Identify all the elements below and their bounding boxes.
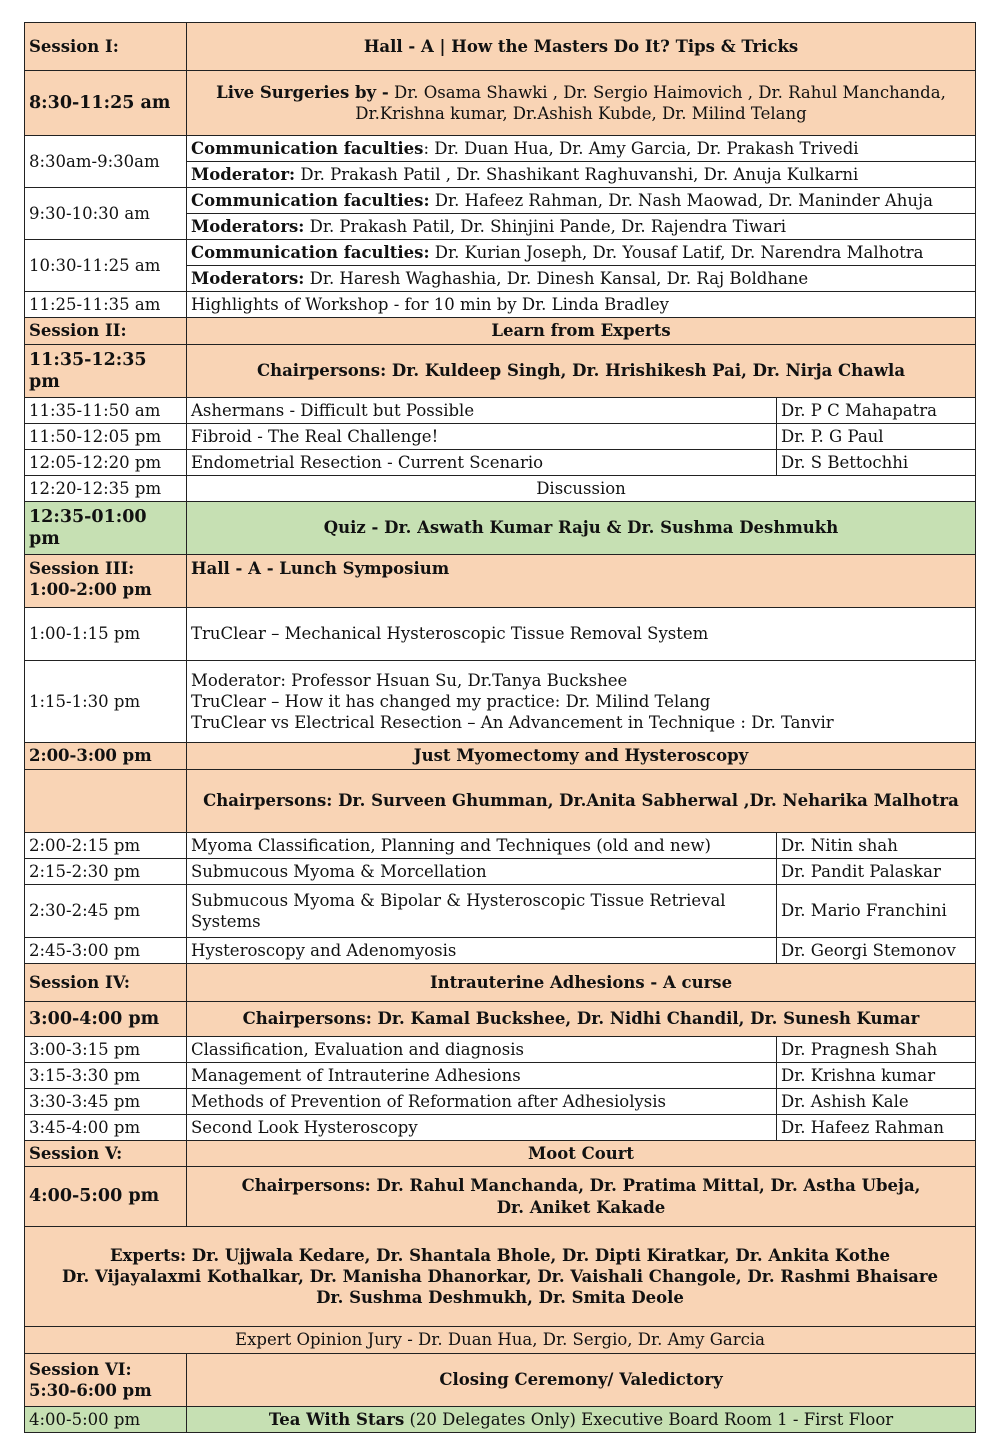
live-surgeries-names-1: Dr. Osama Shawki , Dr. Sergio Haimovich , Dr. Rahul Manchanda, xyxy=(388,82,946,102)
session-1-label: Session I: xyxy=(25,23,187,71)
tea-cell xyxy=(187,1407,976,1433)
experts-line-2: Dr. Vijayalaxmi Kothalkar, Dr. Manisha Dhanorkar, Dr. Vaishali Changole, Dr. Rashmi Bhaisare xyxy=(61,1266,939,1286)
session-1-block-3-comm xyxy=(187,240,976,266)
session-3-label-cell xyxy=(25,555,187,608)
talk-time: 3:00-3:15 pm xyxy=(25,1037,187,1063)
myomectomy-chairpersons: Chairpersons: Dr. Surveen Ghumman, Dr.Anita Sabherwal ,Dr. Neharika Malhotra xyxy=(187,770,976,833)
tea-row xyxy=(25,1407,976,1433)
session-3-item-2-cell xyxy=(187,661,976,743)
talk-time: 2:00-2:15 pm xyxy=(25,833,187,859)
session-5-chair-time: 4:00-5:00 pm xyxy=(25,1167,187,1227)
talk-time: 12:05-12:20 pm xyxy=(25,450,187,476)
talk-speaker: Dr. P. G Paul xyxy=(777,424,976,450)
discussion-row xyxy=(25,476,976,502)
myomectomy-talk-row xyxy=(25,885,976,938)
talk-time: 3:30-3:45 pm xyxy=(25,1089,187,1115)
session-3-title: Hall - A - Lunch Symposium xyxy=(187,555,976,608)
talk-topic: Ashermans - Difficult but Possible xyxy=(187,398,777,424)
talk-time: 2:45-3:00 pm xyxy=(25,938,187,964)
session-3-item-1-text: TruClear – Mechanical Hysteroscopic Tissue Removal System xyxy=(187,608,976,661)
comm-faculties-sep: : xyxy=(423,138,430,158)
moderator-label: Moderators: xyxy=(191,268,305,288)
talk-topic: Endometrial Resection - Current Scenario xyxy=(187,450,777,476)
session-2-header-row xyxy=(25,318,976,345)
experts-line-3: Dr. Sushma Deshmukh, Dr. Smita Deole xyxy=(316,1288,684,1308)
talk-speaker: Dr. Pragnesh Shah xyxy=(777,1037,976,1063)
session-2-chairpersons: Chairpersons: Dr. Kuldeep Singh, Dr. Hrishikesh Pai, Dr. Nirja Chawla xyxy=(187,345,976,398)
session-3-time: 1:00-2:00 pm xyxy=(29,580,152,600)
talk-time: 3:45-4:00 pm xyxy=(25,1115,187,1141)
moderator-label: Moderator: xyxy=(191,164,296,184)
tea-time: 4:00-5:00 pm xyxy=(25,1407,187,1433)
session-4-label: Session IV: xyxy=(25,964,187,1002)
session-5-label: Session V: xyxy=(25,1141,187,1167)
session-4-talk-row xyxy=(25,1115,976,1141)
moderator-names: Dr. Haresh Waghashia, Dr. Dinesh Kansal, Dr. Raj Boldhane xyxy=(304,268,809,288)
symposium-talk-1: TruClear – How it has changed my practice: Dr. Milind Telang xyxy=(191,691,711,711)
session-5-chairpersons: Chairpersons: Dr. Rahul Manchanda, Dr. Pratima Mittal, Dr. Astha Ubeja, Dr. Aniket Kakade xyxy=(187,1167,976,1227)
jury-row xyxy=(25,1327,976,1354)
talk-speaker: Dr. Georgi Stemonov xyxy=(777,938,976,964)
session-3-item-1-time: 1:00-1:15 pm xyxy=(25,608,187,661)
schedule-table xyxy=(24,22,976,1433)
comm-faculties-label: Communication faculties: xyxy=(191,190,430,210)
session-3-item-2-time: 1:15-1:30 pm xyxy=(25,661,187,743)
session-1-block-3-comm-row xyxy=(25,240,976,266)
session-4-chairpersons: Chairpersons: Dr. Kamal Buckshee, Dr. Nidhi Chandil, Dr. Sunesh Kumar xyxy=(187,1002,976,1037)
talk-speaker: Dr. Pandit Palaskar xyxy=(777,859,976,885)
quiz-time: 12:35-01:00 pm xyxy=(25,502,187,555)
myomectomy-title: Just Myomectomy and Hysteroscopy xyxy=(187,743,976,770)
session-1-block-2-comm-row xyxy=(25,188,976,214)
session-3-item-2-row xyxy=(25,661,976,743)
myomectomy-time: 2:00-3:00 pm xyxy=(25,743,187,770)
talk-time: 2:30-2:45 pm xyxy=(25,885,187,938)
session-1-block-2-comm xyxy=(187,188,976,214)
moderator-names: Dr. Prakash Patil , Dr. Shashikant Raghuvanshi, Dr. Anuja Kulkarni xyxy=(295,164,859,184)
talk-topic: Fibroid - The Real Challenge! xyxy=(187,424,777,450)
moderator-label: Moderators: xyxy=(191,216,305,236)
talk-topic: Second Look Hysteroscopy xyxy=(187,1115,777,1141)
talk-topic: Myoma Classification, Planning and Techniques (old and new) xyxy=(187,833,777,859)
quiz-text: Quiz - Dr. Aswath Kumar Raju & Dr. Sushma Deshmukh xyxy=(187,502,976,555)
talk-topic: Submucous Myoma & Bipolar & Hysteroscopic Tissue Retrieval Systems xyxy=(187,885,777,938)
myomectomy-talk-row xyxy=(25,938,976,964)
discussion-time: 12:20-12:35 pm xyxy=(25,476,187,502)
session-6-title: Closing Ceremony/ Valedictory xyxy=(187,1354,976,1407)
myomectomy-header-row xyxy=(25,743,976,770)
talk-topic: Management of Intrauterine Adhesions xyxy=(187,1063,777,1089)
session-1-block-1-comm xyxy=(187,136,976,162)
talk-speaker: Dr. S Bettochhi xyxy=(777,450,976,476)
talk-time: 11:35-11:50 am xyxy=(25,398,187,424)
myomectomy-chairs-row xyxy=(25,770,976,833)
session-4-header-row xyxy=(25,964,976,1002)
moderator-names: Dr. Prakash Patil, Dr. Shinjini Pande, Dr. Rajendra Tiwari xyxy=(304,216,786,236)
live-surgeries-row xyxy=(25,71,976,136)
session-6-label-cell xyxy=(25,1354,187,1407)
comm-faculties-names: Dr. Kurian Joseph, Dr. Yousaf Latif, Dr. Narendra Malhotra xyxy=(429,242,924,262)
experts-cell xyxy=(25,1227,976,1327)
session-5-chairs-row xyxy=(25,1167,976,1227)
session-2-talk-row xyxy=(25,424,976,450)
talk-time: 2:15-2:30 pm xyxy=(25,859,187,885)
live-surgeries-names-2: Dr.Krishna kumar, Dr.Ashish Kubde, Dr. Milind Telang xyxy=(355,104,807,123)
comm-faculties-names: Dr. Duan Hua, Dr. Amy Garcia, Dr. Prakash Trivedi xyxy=(429,138,859,158)
session-1-block-3-mod xyxy=(187,266,976,292)
session-6-label: Session VI: xyxy=(29,1359,132,1379)
session-6-time: 5:30-6:00 pm xyxy=(29,1381,152,1400)
session-2-talk-row xyxy=(25,398,976,424)
talk-speaker: Dr. P C Mahapatra xyxy=(777,398,976,424)
session-4-chair-time: 3:00-4:00 pm xyxy=(25,1002,187,1037)
comm-faculties-label: Communication faculties xyxy=(191,138,424,158)
experts-line-1: Experts: Dr. Ujjwala Kedare, Dr. Shantala Bhole, Dr. Dipti Kiratkar, Dr. Ankita Kothe xyxy=(109,1245,891,1265)
talk-speaker: Dr. Nitin shah xyxy=(777,833,976,859)
session-4-talk-row xyxy=(25,1037,976,1063)
live-surgeries-label: Live Surgeries by - xyxy=(216,82,389,102)
myomectomy-talk-row xyxy=(25,859,976,885)
myomectomy-chairs-empty xyxy=(25,770,187,833)
highlights-text: Highlights of Workshop - for 10 min by Dr. Linda Bradley xyxy=(187,292,976,318)
talk-topic: Submucous Myoma & Morcellation xyxy=(187,859,777,885)
talk-speaker: Dr. Hafeez Rahman xyxy=(777,1115,976,1141)
session-2-chair-time: 11:35-12:35 pm xyxy=(25,345,187,398)
talk-topic: Classification, Evaluation and diagnosis xyxy=(187,1037,777,1063)
highlights-time: 11:25-11:35 am xyxy=(25,292,187,318)
session-4-talk-row xyxy=(25,1063,976,1089)
session-3-item-1-row xyxy=(25,608,976,661)
quiz-row xyxy=(25,502,976,555)
myomectomy-talk-row xyxy=(25,833,976,859)
session-1-block-1-comm-row xyxy=(25,136,976,162)
session-4-chairs-row xyxy=(25,1002,976,1037)
jury-text: Expert Opinion Jury - Dr. Duan Hua, Dr. Sergio, Dr. Amy Garcia xyxy=(25,1327,976,1354)
talk-topic: Methods of Prevention of Reformation after Adhesiolysis xyxy=(187,1089,777,1115)
experts-row xyxy=(25,1227,976,1327)
discussion-label: Discussion xyxy=(187,476,976,502)
comm-faculties-names: Dr. Hafeez Rahman, Dr. Nash Maowad, Dr. Maninder Ahuja xyxy=(429,190,933,210)
session-6-row xyxy=(25,1354,976,1407)
session-2-talk-row xyxy=(25,450,976,476)
talk-time: 11:50-12:05 pm xyxy=(25,424,187,450)
session-1-block-2-time: 9:30-10:30 am xyxy=(25,188,187,240)
live-surgeries-cell xyxy=(187,71,976,136)
talk-speaker: Dr. Ashish Kale xyxy=(777,1089,976,1115)
session-1-title: Hall - A | How the Masters Do It? Tips & Tricks xyxy=(187,23,976,71)
talk-speaker: Dr. Mario Franchini xyxy=(777,885,976,938)
talk-speaker: Dr. Krishna kumar xyxy=(777,1063,976,1089)
session-2-label: Session II: xyxy=(25,318,187,345)
comm-faculties-label: Communication faculties: xyxy=(191,242,430,262)
session-2-chairs-row xyxy=(25,345,976,398)
live-surgeries-time: 8:30-11:25 am xyxy=(25,71,187,136)
talk-topic: Hysteroscopy and Adenomyosis xyxy=(187,938,777,964)
session-5-header-row xyxy=(25,1141,976,1167)
session-5-title: Moot Court xyxy=(187,1141,976,1167)
session-3-label: Session III: xyxy=(29,559,135,578)
highlights-row xyxy=(25,292,976,318)
session-3-header-row xyxy=(25,555,976,608)
session-1-block-2-mod xyxy=(187,214,976,240)
tea-title: Tea With Stars xyxy=(268,1409,405,1429)
session-4-title: Intrauterine Adhesions - A curse xyxy=(187,964,976,1002)
tea-detail: (20 Delegates Only) Executive Board Room 1 - First Floor xyxy=(404,1409,894,1429)
session-1-block-3-time: 10:30-11:25 am xyxy=(25,240,187,292)
session-4-talk-row xyxy=(25,1089,976,1115)
symposium-talk-2: TruClear vs Electrical Resection – An Advancement in Technique : Dr. Tanvir xyxy=(191,713,834,733)
session-2-title: Learn from Experts xyxy=(187,318,976,345)
session-1-header-row xyxy=(25,23,976,71)
symposium-moderator: Moderator: Professor Hsuan Su, Dr.Tanya Buckshee xyxy=(191,670,628,690)
session-1-block-1-time: 8:30am-9:30am xyxy=(25,136,187,188)
talk-time: 3:15-3:30 pm xyxy=(25,1063,187,1089)
session-1-block-1-mod xyxy=(187,162,976,188)
